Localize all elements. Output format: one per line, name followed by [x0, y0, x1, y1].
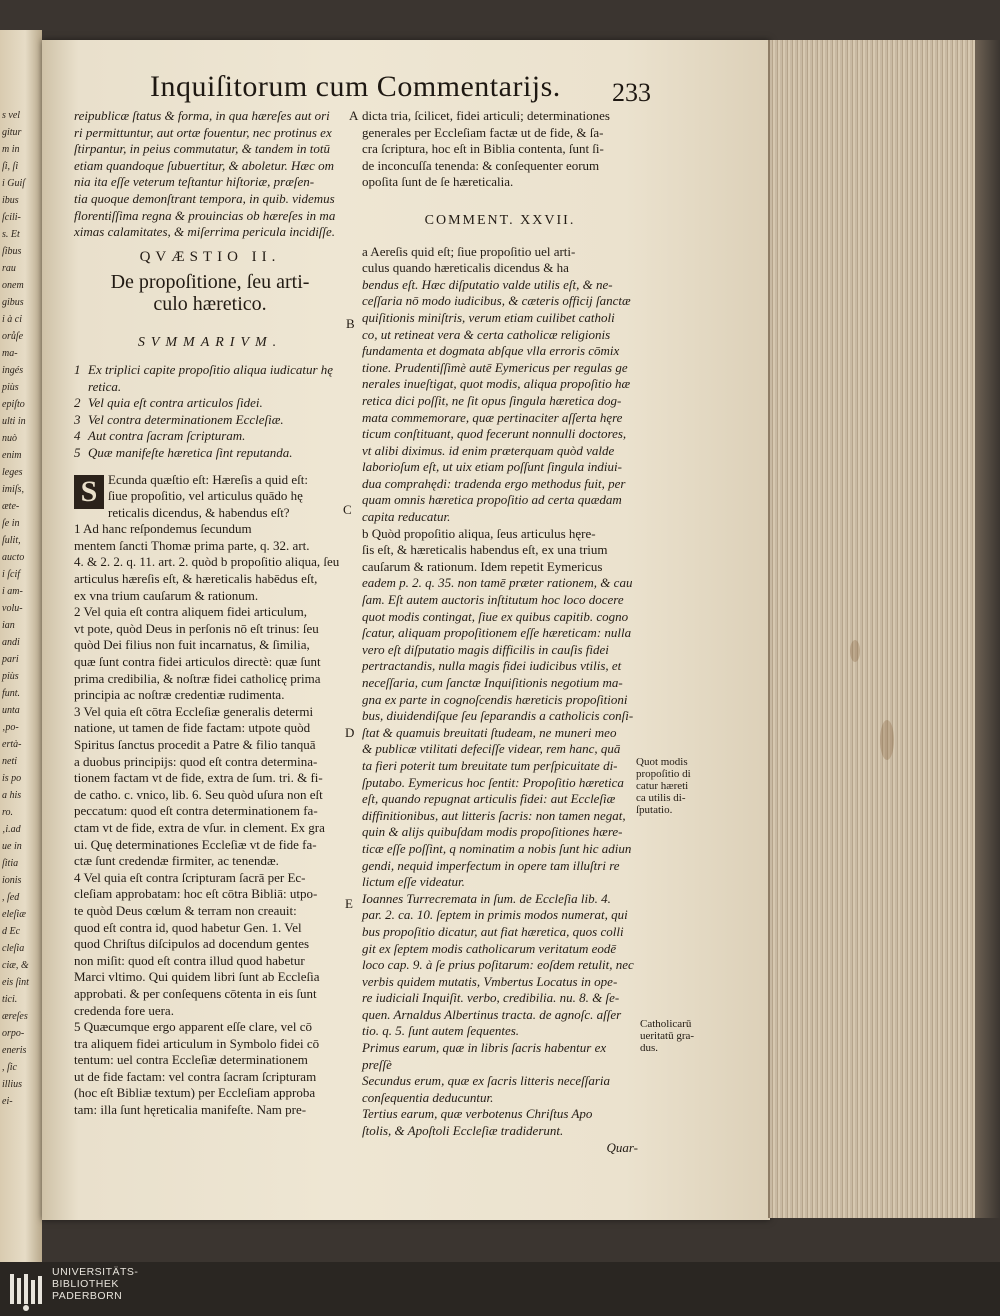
comment-line: quin & alijs quibuſdam modis propoſitiones hære-	[362, 824, 623, 840]
left-page-fragment: ue in	[2, 841, 22, 852]
left-page-fragment: volu-	[2, 603, 23, 614]
comment-line: Ioannes Turrecremata in ſum. de Eccleſia lib. 4.	[362, 890, 611, 906]
left-page-fragment: enim	[2, 450, 22, 461]
comment-line: quam omnis hæretica propoſitio ad certa quædam	[362, 492, 622, 508]
comment-line: bendus eſt. Hæc diſputatio valde utilis eſt, & ne-	[362, 276, 613, 292]
left-page-fragment: nuò	[2, 433, 17, 444]
left-page-fragment: epiſto	[2, 399, 25, 410]
summary-number: 1	[74, 361, 81, 377]
comment-line: tio. q. 5. ſunt autem ſequentes.	[362, 1023, 520, 1039]
text-line: generales per Eccleſiam factæ ut de fide, & ſa-	[362, 124, 604, 140]
text-line: non miſit: quod eſt contra illud quod habetur	[74, 952, 305, 968]
summary-text: Vel contra determinationem Eccleſiæ.	[88, 411, 284, 427]
summary-item	[74, 379, 346, 396]
text-line: 3 Vel quia eſt cōtra Eccleſiæ generalis determi	[74, 703, 314, 719]
text-line: Ecunda quæſtio eſt: Hæreſis a quid eſt:	[108, 471, 309, 487]
left-page-fragment: illius	[2, 1079, 23, 1090]
text-line: dicta tria, ſcilicet, fidei articuli; determinationes	[362, 108, 610, 123]
text-line: credenda fore uera.	[74, 1002, 174, 1018]
text-line: mentem ſancti Thomæ prima parte, q. 32. art.	[74, 537, 310, 553]
comment-line: conſequentia deducuntur.	[362, 1089, 494, 1105]
left-page-fragment: s vel	[2, 110, 21, 121]
text-line: ex vna trium cauſarum & rationum.	[74, 587, 259, 603]
text-line: ctæ ſunt credendæ firmiter, ac tenendæ.	[74, 853, 279, 869]
summary-item	[74, 412, 346, 429]
left-page-fragment: , ſed	[2, 892, 20, 903]
page-number: 233	[612, 78, 651, 107]
text-line: tionem factam vt de fide, extra de ſum. tri. & fi-	[74, 770, 323, 786]
comment-line: Secundus erum, quæ ex ſacris litteris neceſſaria	[362, 1073, 611, 1089]
left-page-fragment: piùs	[2, 671, 19, 682]
comment-line: ta fieri poterit tum breuitate tum perſpicuitate di-	[362, 757, 618, 773]
left-page-fragment: i ſcif	[2, 569, 21, 580]
comment-line: Tertius earum, quæ verbotenus Chriſtus Apo	[362, 1106, 593, 1122]
left-page-fragment: i am-	[2, 586, 23, 597]
left-page-fragment: ibus	[2, 195, 19, 206]
text-line: approbati. & per conſequens cōtenta in eis ſunt	[74, 985, 317, 1001]
side-note-line: ueritatū gra-	[640, 1030, 695, 1042]
comment-line: ticæ eſſe poſſint, q nominatim a nobis ſunt hic adiun	[362, 840, 632, 856]
left-page-fragment: gitur	[2, 127, 22, 138]
question-title-line: De propoſitione, ſeu arti-	[110, 271, 310, 294]
text-line: florentiſſima regna & prouincias ob hæreſes in ma	[74, 207, 336, 223]
text-line: de catho. c. vnico, lib. 6. Seu quòd uſura non eſt	[74, 786, 323, 802]
side-note-line: catur hæreti	[636, 780, 689, 792]
side-note-line: ſputatio.	[636, 804, 673, 816]
summary-number: 4	[74, 428, 81, 444]
text-line: quod eſt contra id, quod habetur Gen. 1. Vel	[74, 919, 302, 935]
comment-line: verbis quidem mutatis, Vmbertus Locatus in ope-	[362, 973, 618, 989]
logo-line: PADERBORN	[52, 1290, 123, 1302]
text-line: opoſita ſunt de ſe hæreticalia.	[362, 174, 514, 190]
comment-line: eſt, quando repugnat articulis fidei: aut Eccleſiæ	[362, 791, 616, 807]
comment-line: ticum conſtituant, quod fecerunt nonnulli doctores,	[362, 426, 627, 442]
page-block-edge	[768, 40, 980, 1218]
left-page-fragment: ian	[2, 620, 15, 631]
summary-text: Vel quia eſt contra articulos ſidei.	[88, 395, 263, 411]
text-line: te quòd Deus cœlum & terram non creauit:	[74, 902, 297, 918]
comment-line: a Aereſis quid eſt; ſiue propoſitio uel arti-	[362, 243, 576, 259]
comment-line: lictum eſſe videatur.	[362, 874, 465, 890]
text-line: ctam vt de fide, extra de vſur. in clement. Ex gra	[74, 819, 325, 835]
summary-list	[74, 362, 346, 462]
text-line: quòd Dei filius non fuit incarnatus, & ſimilia,	[74, 637, 310, 653]
comment-line: capita reducatur.	[362, 509, 451, 525]
left-page-fragment: ſulit,	[2, 535, 21, 546]
left-page-fragment: gibus	[2, 297, 24, 308]
left-page-fragment: ingés	[2, 365, 24, 376]
summary-item	[74, 445, 346, 462]
text-line: vt pote, quòd Deus in perſonis nō eſt trinus: ſeu	[74, 620, 319, 636]
text-line: cra ſcriptura, hoc eſt in Biblia contenta, ſunt ſi-	[362, 141, 604, 157]
comment-heading: COMMENT. XXVII.	[424, 212, 576, 228]
text-line: ximas calamitates, & miſerrima pericula incidiſſe.	[74, 224, 336, 240]
left-page-fragment: tici.	[2, 994, 18, 1005]
left-page-fragment: cleſia	[2, 943, 25, 954]
column-left	[74, 108, 346, 1119]
side-note-line: propoſitio di	[636, 768, 691, 780]
left-page-fragment: ſitia	[2, 858, 19, 869]
comment-line: quen. Arnaldus Albertinus tracta. de agnoſc. aſſer	[362, 1006, 622, 1022]
summary-number: 2	[74, 395, 81, 411]
comment-line: bus, diuidendiſque ſeu ſeparandis a catholicis conſi-	[362, 708, 634, 724]
left-page-fragment: ei-	[2, 1096, 13, 1107]
left-page-fragment: is po	[2, 773, 22, 784]
comment-line: ceſſaria nō modo iudicibus, & cæteris officij ſanctæ	[362, 293, 631, 309]
side-note-line: dus.	[640, 1042, 659, 1054]
text-line: nia ita eſſe veterum teſtantur hiſtoriæ, præſen-	[74, 174, 315, 190]
left-page-fragment: onem	[2, 280, 24, 291]
text-line: reticalis dicendus, & habendus eſt?	[108, 504, 290, 520]
comment-line: ſcatur, aliquam propoſitionem eſſe hæreticam: nulla	[362, 625, 632, 641]
text-line: (hoc eſt Bibliæ textum) per Eccleſiam approba	[74, 1085, 316, 1101]
left-page-fragment: andi	[2, 637, 20, 648]
text-line: quod Chriſtus diſcipulos ad docendum gentes	[74, 936, 310, 952]
text-line: etiam quandoque ſubuertitur, & aboletur. Hæc om	[74, 157, 334, 173]
summary-heading: SVMMARIVM.	[137, 335, 283, 351]
text-line: ri permittuntur, aut ortæ fouentur, nec protinus ex	[74, 124, 332, 140]
text-line: 5 Quæcumque ergo apparent eſſe clare, vel cō	[74, 1019, 312, 1035]
comment-line: ſis eſt, & hæreticalis habendus eſt, ex una trium	[362, 542, 608, 558]
margin-letter-d: D	[345, 725, 355, 740]
summary-text: Quæ manifeſte hæretica ſint reputanda.	[88, 444, 293, 460]
summary-text: Aut contra ſacram ſcripturam.	[88, 428, 246, 444]
left-page-fragment: ulti in	[2, 416, 26, 427]
left-page-fragment: æte-	[2, 501, 20, 512]
summary-text: Ex triplici capite propoſitio aliqua iudicatur hę	[88, 361, 334, 377]
text-line: tia quoque demonſtrant tempora, in quib. videmus	[74, 190, 335, 206]
running-head: Inquiſitorum cum Commentarijs.	[150, 70, 561, 103]
comment-line: co, ut retineat vera & certa catholicæ religionis	[362, 326, 611, 342]
left-page-fragment: a his	[2, 790, 22, 801]
comment-line: re iudiciali Inquiſit. verbo, credibilia. nu. 8. & ſe-	[362, 990, 620, 1006]
stain	[850, 640, 860, 662]
comment-line: fundamenta et dogmata abſque vlla erroris cōmix	[362, 343, 620, 359]
stain	[880, 720, 894, 760]
comment-line: bus propoſitio dicatur, aut fiat hæretica, quos colli	[362, 923, 624, 939]
margin-letter-b: B	[346, 316, 355, 331]
summary-item	[74, 395, 346, 412]
text-line: Marci vltimo. Qui quidem libri ſunt ab Eccleſia	[74, 969, 320, 985]
comment-line: culus quando hæreticalis dicendus & ha	[362, 260, 569, 276]
margin-letter-e: E	[345, 896, 353, 911]
left-page-fragment: aucto	[2, 552, 25, 563]
side-note-modes	[636, 756, 716, 816]
left-page-fragment: ionis	[2, 875, 22, 886]
comment-body	[362, 244, 638, 1140]
comment-line: & publicæ vtilitati defeciſſe videar, rem hanc, quā	[362, 741, 621, 757]
comment-line: ſtat & quamuis breuitati ſtudeam, ne muneri meo	[362, 724, 617, 740]
text-line: ſtirpantur, in peius commutatur, & tandem in totū	[74, 141, 331, 157]
text-line: peccatum: quod eſt contra determinationem fa-	[74, 803, 318, 819]
left-page-fragment: ſe in	[2, 518, 20, 529]
left-page-fragment: orůſe	[2, 331, 24, 342]
text-line: 4 Vel quia eſt contra ſcripturam ſacrā per Ec-	[74, 869, 306, 885]
edge-shadow	[975, 40, 1000, 1218]
text-line: articulus hæreſis eſt, & hæreticalis habēdus eſt,	[74, 571, 318, 587]
side-note-line: ca utilis di-	[636, 792, 686, 804]
comment-line: pertractandis, nulla magis fidei iudicibus vtilis, et	[362, 658, 622, 674]
comment-line: cauſarum & rationum. Idem repetit Eymericus	[362, 558, 603, 574]
comment-line: laborioſum eſt, ut uix etiam poſſunt ſingula indiui-	[362, 459, 622, 475]
left-page-fragment: rau	[2, 263, 16, 274]
left-page-fragment: m in	[2, 144, 20, 155]
left-page-fragment: ma-	[2, 348, 18, 359]
left-page-fragment: ertà-	[2, 739, 22, 750]
text-line: cleſiam approbatam: hoc eſt cōtra Bibliā: utpo-	[74, 886, 318, 902]
column-right	[362, 108, 638, 1156]
left-page-fragment: eneris	[2, 1045, 27, 1056]
library-logo-text	[52, 1266, 138, 1302]
comment-line: b Quòd propoſitio aliqua, ſeus articulus hęre-	[362, 525, 596, 541]
left-page-fragment: ‚po-	[2, 722, 19, 733]
decorated-initial: S	[74, 475, 104, 509]
left-page-fragment: d Ec	[2, 926, 21, 937]
comment-line: neceſſaria, cum ſanctæ Inquiſitionis negotium ma-	[362, 675, 623, 690]
comment-line: eadem p. 2. q. 35. non tamē præter rationem, & cau	[362, 575, 633, 591]
footer-bar	[0, 1262, 1000, 1316]
question-body-text	[74, 472, 346, 1119]
text-line: 2 Vel quia eſt contra aliquem fidei articulum,	[74, 604, 307, 620]
summary-number: 5	[74, 444, 81, 460]
catchword: Quar-	[606, 1139, 638, 1155]
question-heading: QVÆSTIO II.	[139, 248, 281, 265]
left-page-fragment: neti	[2, 756, 17, 767]
left-page-fragment: s. Et	[2, 229, 20, 240]
comment-line: vero eſt diſputatio magis difficilis in cauſis fidei	[362, 641, 609, 657]
left-page-fragment: ſcili-	[2, 212, 21, 223]
comment-line: tione. Prudentiſſimè autē Eymericus per regulas ge	[362, 359, 628, 375]
side-note-line: Catholicarū	[640, 1018, 692, 1030]
margin-letter-a: A	[349, 108, 359, 123]
left-page-fragment: imiſs,	[2, 484, 24, 495]
margin-letter-c: C	[343, 502, 352, 517]
left-page-fragment: ‚i.ad	[2, 824, 21, 835]
text-line: tam: illa ſunt hęreticalia manifeſte. Nam pre-	[74, 1102, 307, 1118]
left-page-fragment: pari	[2, 654, 19, 665]
text-line: tra aliquem fidei articulum in Symbolo fidei cō	[74, 1035, 320, 1051]
text-line: ut de fide factam: vel contra ſacram ſcripturam	[74, 1068, 317, 1084]
text-line: 1 Ad hanc reſpondemus ſecundum	[74, 521, 252, 537]
text-line: prima credibilia, & noſtræ fidei catholicę prima	[74, 670, 321, 686]
column-right-intro	[362, 108, 638, 191]
side-note-line: Quot modis	[636, 756, 688, 768]
left-page-fragment: funt.	[2, 688, 21, 699]
summary-item	[74, 428, 346, 445]
left-page-fragment: eleſiæ	[2, 909, 26, 920]
comment-line: retica dici poſſit, ne ſit opus ſingula hæretica dog-	[362, 392, 622, 408]
left-page-fragment: eis ſint	[2, 977, 29, 988]
comment-line: nerales inueſtigat, quot modis, aliqua propoſitio hæ	[362, 376, 631, 392]
text-line: de inconcuſſa tenenda: & conſequenter eorum	[362, 157, 600, 173]
left-page-fragment: ſi, ſi	[2, 161, 19, 172]
comment-line: Primus earum, quæ in libris ſacris habentur ex	[362, 1040, 607, 1056]
summary-number: 3	[74, 411, 81, 427]
text-line: 4. & 2. 2. q. 11. art. 2. quòd b propoſitio aliqua, ſeu	[74, 554, 340, 570]
comment-line: ſam. Eſt autem auctoris inſtitutum hoc loco docere	[362, 592, 624, 608]
text-line: tentum: uel contra Eccleſiæ determinationem	[74, 1052, 308, 1068]
left-page-fragment: i Guiſ	[2, 178, 26, 189]
library-logo-icon	[8, 1268, 48, 1312]
comment-line: ſtolis, & Apoſtoli Eccleſiæ tradiderunt.	[362, 1123, 564, 1139]
side-note-degrees	[640, 1018, 720, 1054]
logo-line: BIBLIOTHEK	[52, 1278, 119, 1290]
left-page-fragment: , ſic	[2, 1062, 17, 1073]
comment-line: quiſitionis miniſtris, verum etiam cuilibet catholi	[362, 309, 615, 325]
text-line: natione, ut tamen de fide factam: utpote quòd	[74, 720, 311, 736]
left-page-fragment: leges	[2, 467, 23, 478]
text-line: quæ ſunt contra fidei articulos directè: quæ ſunt	[74, 654, 321, 670]
text-line: ui. Quę determinationes Eccleſiæ vt de fide fa-	[74, 836, 317, 852]
left-page-fragment: æreſes	[2, 1011, 28, 1022]
left-page-fragment: piùs	[2, 382, 19, 393]
comment-line: gna ex parte in cognoſcendis hæreticis propoſitioni	[362, 691, 628, 707]
question-title	[74, 271, 346, 315]
comment-line: git ex ſeptem modis catholicarum veritatum eodē	[362, 940, 617, 956]
logo-line: UNIVERSITÄTS-	[52, 1266, 139, 1278]
comment-line: ſputabo. Eymericus hoc ſentit: Propoſitio hæretica	[362, 774, 624, 790]
left-page-fragment: ſibus	[2, 246, 22, 257]
left-page-fragment: ciæ, &	[2, 960, 29, 971]
comment-line: vt alibi diximus. id enim præterquam quòd valde	[362, 442, 615, 458]
comment-line: preſſè	[362, 1056, 392, 1072]
comment-line: loco cap. 9. à ſe prius poſitarum: eoſdem retulit, nec	[362, 957, 634, 973]
comment-line: diffinitionibus, aut litteris ſacris: non tamen negat,	[362, 807, 626, 823]
question-title-line: culo hæretico.	[153, 293, 267, 316]
column-left-intro	[74, 108, 346, 241]
left-page-edge	[0, 30, 42, 1262]
question-body	[74, 472, 346, 1119]
summary-item	[74, 362, 346, 379]
text-line: reipublicæ ſtatus & forma, in qua hæreſes aut ori	[74, 108, 330, 123]
comment-line: dua comprahędi: tradenda ergo methodus fuit, per	[362, 475, 626, 491]
summary-text: retica.	[88, 378, 122, 394]
left-page-fragment: orpo-	[2, 1028, 25, 1039]
comment-line: quot modis contingat, ſiue ex quibus capitib. cogno	[362, 608, 629, 624]
text-line: Spiritus ſanctus procedit a Patre & filio tanquā	[74, 737, 316, 752]
left-page-fragment: unta	[2, 705, 20, 716]
text-line: principia ac noſtræ credentiæ rudimenta.	[74, 687, 285, 703]
comment-line: par. 2. ca. 10. ſeptem in primis modos numerat, qui	[362, 907, 628, 923]
comment-line: gendi, nequid imperfectum in opere tam illuſtri re	[362, 857, 620, 873]
text-line: ſiue propoſitio, vel articulus quādo hę	[108, 488, 303, 504]
text-line: a duobus principijs: quod eſt contra determina-	[74, 753, 318, 769]
left-page-fragment: ro.	[2, 807, 14, 818]
left-page-fragment: i à ci	[2, 314, 22, 325]
comment-line: mata commemorare, quæ pertinaciter aſſerta hęre	[362, 409, 623, 425]
